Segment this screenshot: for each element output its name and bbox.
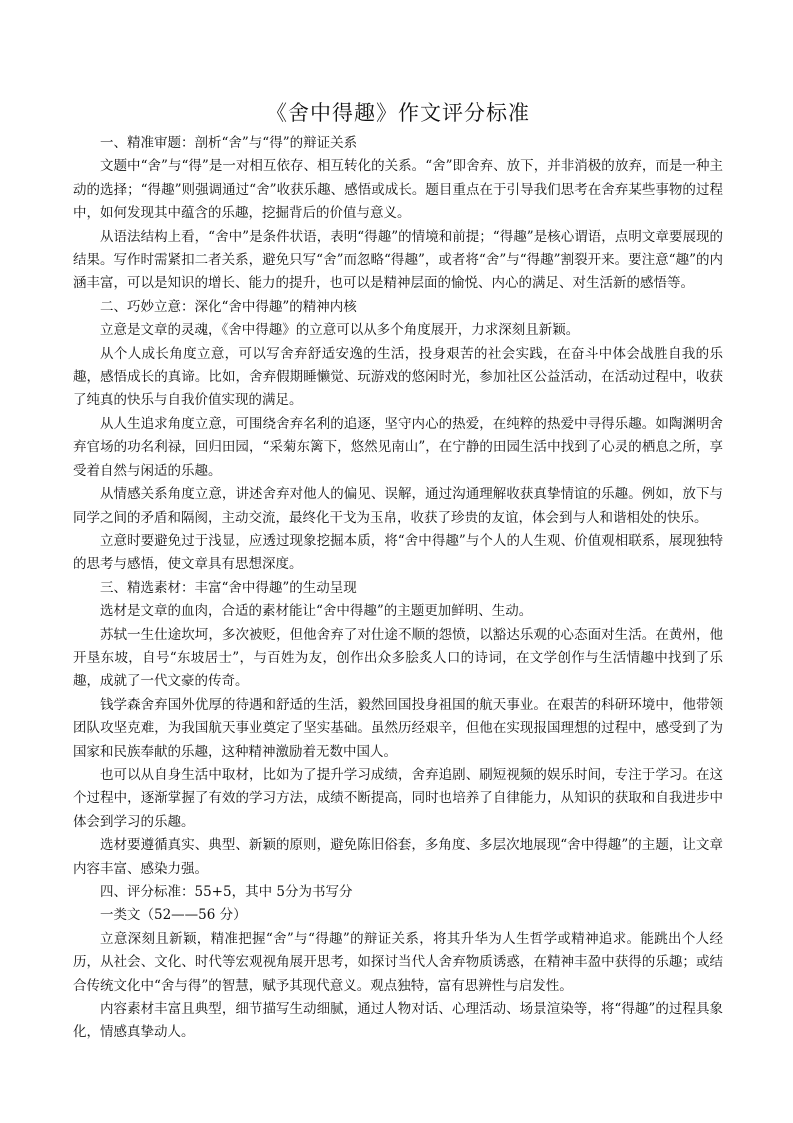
paragraph: 立意时要避免过于浅显，应透过现象挖掘本质，将“舍中得趣”与个人的人生观、价值观相联系，展现独特的思考与感悟，使文章具有思想深度。 — [73, 532, 723, 573]
paragraph: 文题中“舍”与“得”是一对相互依存、相互转化的关系。“舍”即舍弃、放下，并非消极的放弃，而是一种主动的选择；“得趣”则强调通过“舍”收获乐趣、感悟或成长。题目重点在于引导我们思考在舍弃某些事物的过程中，如何发现其中蕴含的乐趣，挖掘背后的价值与意义。 — [73, 158, 723, 222]
section-heading-examine: 一、精准审题：剖析“舍”与“得”的辩证关系 — [100, 135, 358, 151]
paragraph: 从语法结构上看，“舍中”是条件状语，表明“得趣”的情境和前提；“得趣”是核心谓语，点明文章要展现的结果。写作时需紧扣二者关系，避免只写“舍”而忽略“得趣”，或者将“舍”与“得趣”割裂开来。要注意“趣”的内涵丰富，可以是知识的增长、能力的提升，也可以是精神层面的愉悦、内心的满足、对生活新的感悟等。 — [73, 228, 723, 292]
paragraph: 立意深刻且新颖，精准把握“舍”与“得趣”的辩证关系，将其升华为人生哲学或精神追求。能跳出个人经历，从社会、文化、时代等宏观视角展开思考，如探讨当代人舍弃物质诱惑，在精神丰盈中获得的乐趣；或结合传统文化中“舍与得”的智慧，赋予其现代意义。观点独特，富有思辨性与启发性。 — [73, 930, 723, 994]
paragraph: 内容素材丰富且典型，细节描写生动细腻，通过人物对话、心理活动、场景渲染等，将“得趣”的过程具象化，情感真挚动人。 — [73, 1001, 723, 1041]
document-page — [73, 98, 723, 1045]
section-heading-materials: 三、精选素材：丰富“舍中得趣”的生动呈现 — [100, 579, 357, 596]
document-title: 《舍中得趣》作文评分标准 — [266, 101, 530, 125]
subheading-grade-one: 一类文（52——56 分） — [100, 907, 247, 924]
paragraph: 从情感关系角度立意，讲述舍弃对他人的偏见、误解，通过沟通理解收获真挚情谊的乐趣。例如，放下与同学之间的矛盾和隔阂，主动交流，最终化干戈为玉帛，收获了珍贵的友谊，体会到与人和谐相处的快乐。 — [73, 486, 723, 526]
paragraph: 从个人成长角度立意，可以写舍弃舒适安逸的生活，投身艰苦的社会实践，在奋斗中体会战胜自我的乐趣，感悟成长的真谛。比如，舍弃假期睡懒觉、玩游戏的悠闲时光，参加社区公益活动，在活动过程中，收获了纯真的快乐与自我价值实现的满足。 — [73, 345, 723, 409]
paragraph: 从人生追求角度立意，可围绕舍弃名利的追逐，坚守内心的热爱，在纯粹的热爱中寻得乐趣。如陶渊明舍弃官场的功名利禄，回归田园，“采菊东篱下，悠然见南山”，在宁静的田园生活中找到了心灵的栖息之所，享受着自然与闲适的乐趣。 — [73, 415, 723, 479]
paragraph: 选材要遵循真实、典型、新颖的原则，避免陈旧俗套，多角度、多层次地展现“舍中得趣”的主题，让文章内容丰富、感染力强。 — [73, 837, 723, 877]
paragraph: 也可以从自身生活中取材，比如为了提升学习成绩，舍弃追剧、刷短视频的娱乐时间，专注于学习。在这个过程中，逐渐掌握了有效的学习方法，成绩不断提高，同时也培养了自律能力，从知识的获取和自我进步中体会到学习的乐趣。 — [73, 766, 723, 830]
section-heading-theme: 二、巧妙立意：深化“舍中得趣”的精神内核 — [100, 298, 357, 315]
section-heading-scoring: 四、评分标准：55+5，其中 5分为书写分 — [100, 884, 353, 900]
document-body — [73, 132, 723, 1045]
paragraph: 苏轼一生仕途坎坷，多次被贬，但他舍弃了对仕途不顺的怨愤，以豁达乐观的心态面对生活。在黄州，他开垦东坡，自号“东坡居士”，与百姓为友，创作出众多脍炙人口的诗词，在文学创作与生活情趣中找到了乐趣，成就了一代文豪的传奇。 — [73, 626, 723, 690]
paragraph: 钱学森舍弃国外优厚的待遇和舒适的生活，毅然回国投身祖国的航天事业。在艰苦的科研环境中，他带领团队攻坚克难，为我国航天事业奠定了坚实基础。虽然历经艰辛，但他在实现报国理想的过程中，感受到了为国家和民族奉献的乐趣，这种精神激励着无数中国人。 — [73, 696, 723, 760]
paragraph: 选材是文章的血肉，合适的素材能让“舍中得趣”的主题更加鲜明、生动。 — [100, 603, 533, 620]
paragraph: 立意是文章的灵魂，《舍中得趣》的立意可以从多个角度展开，力求深刻且新颖。 — [100, 322, 580, 339]
